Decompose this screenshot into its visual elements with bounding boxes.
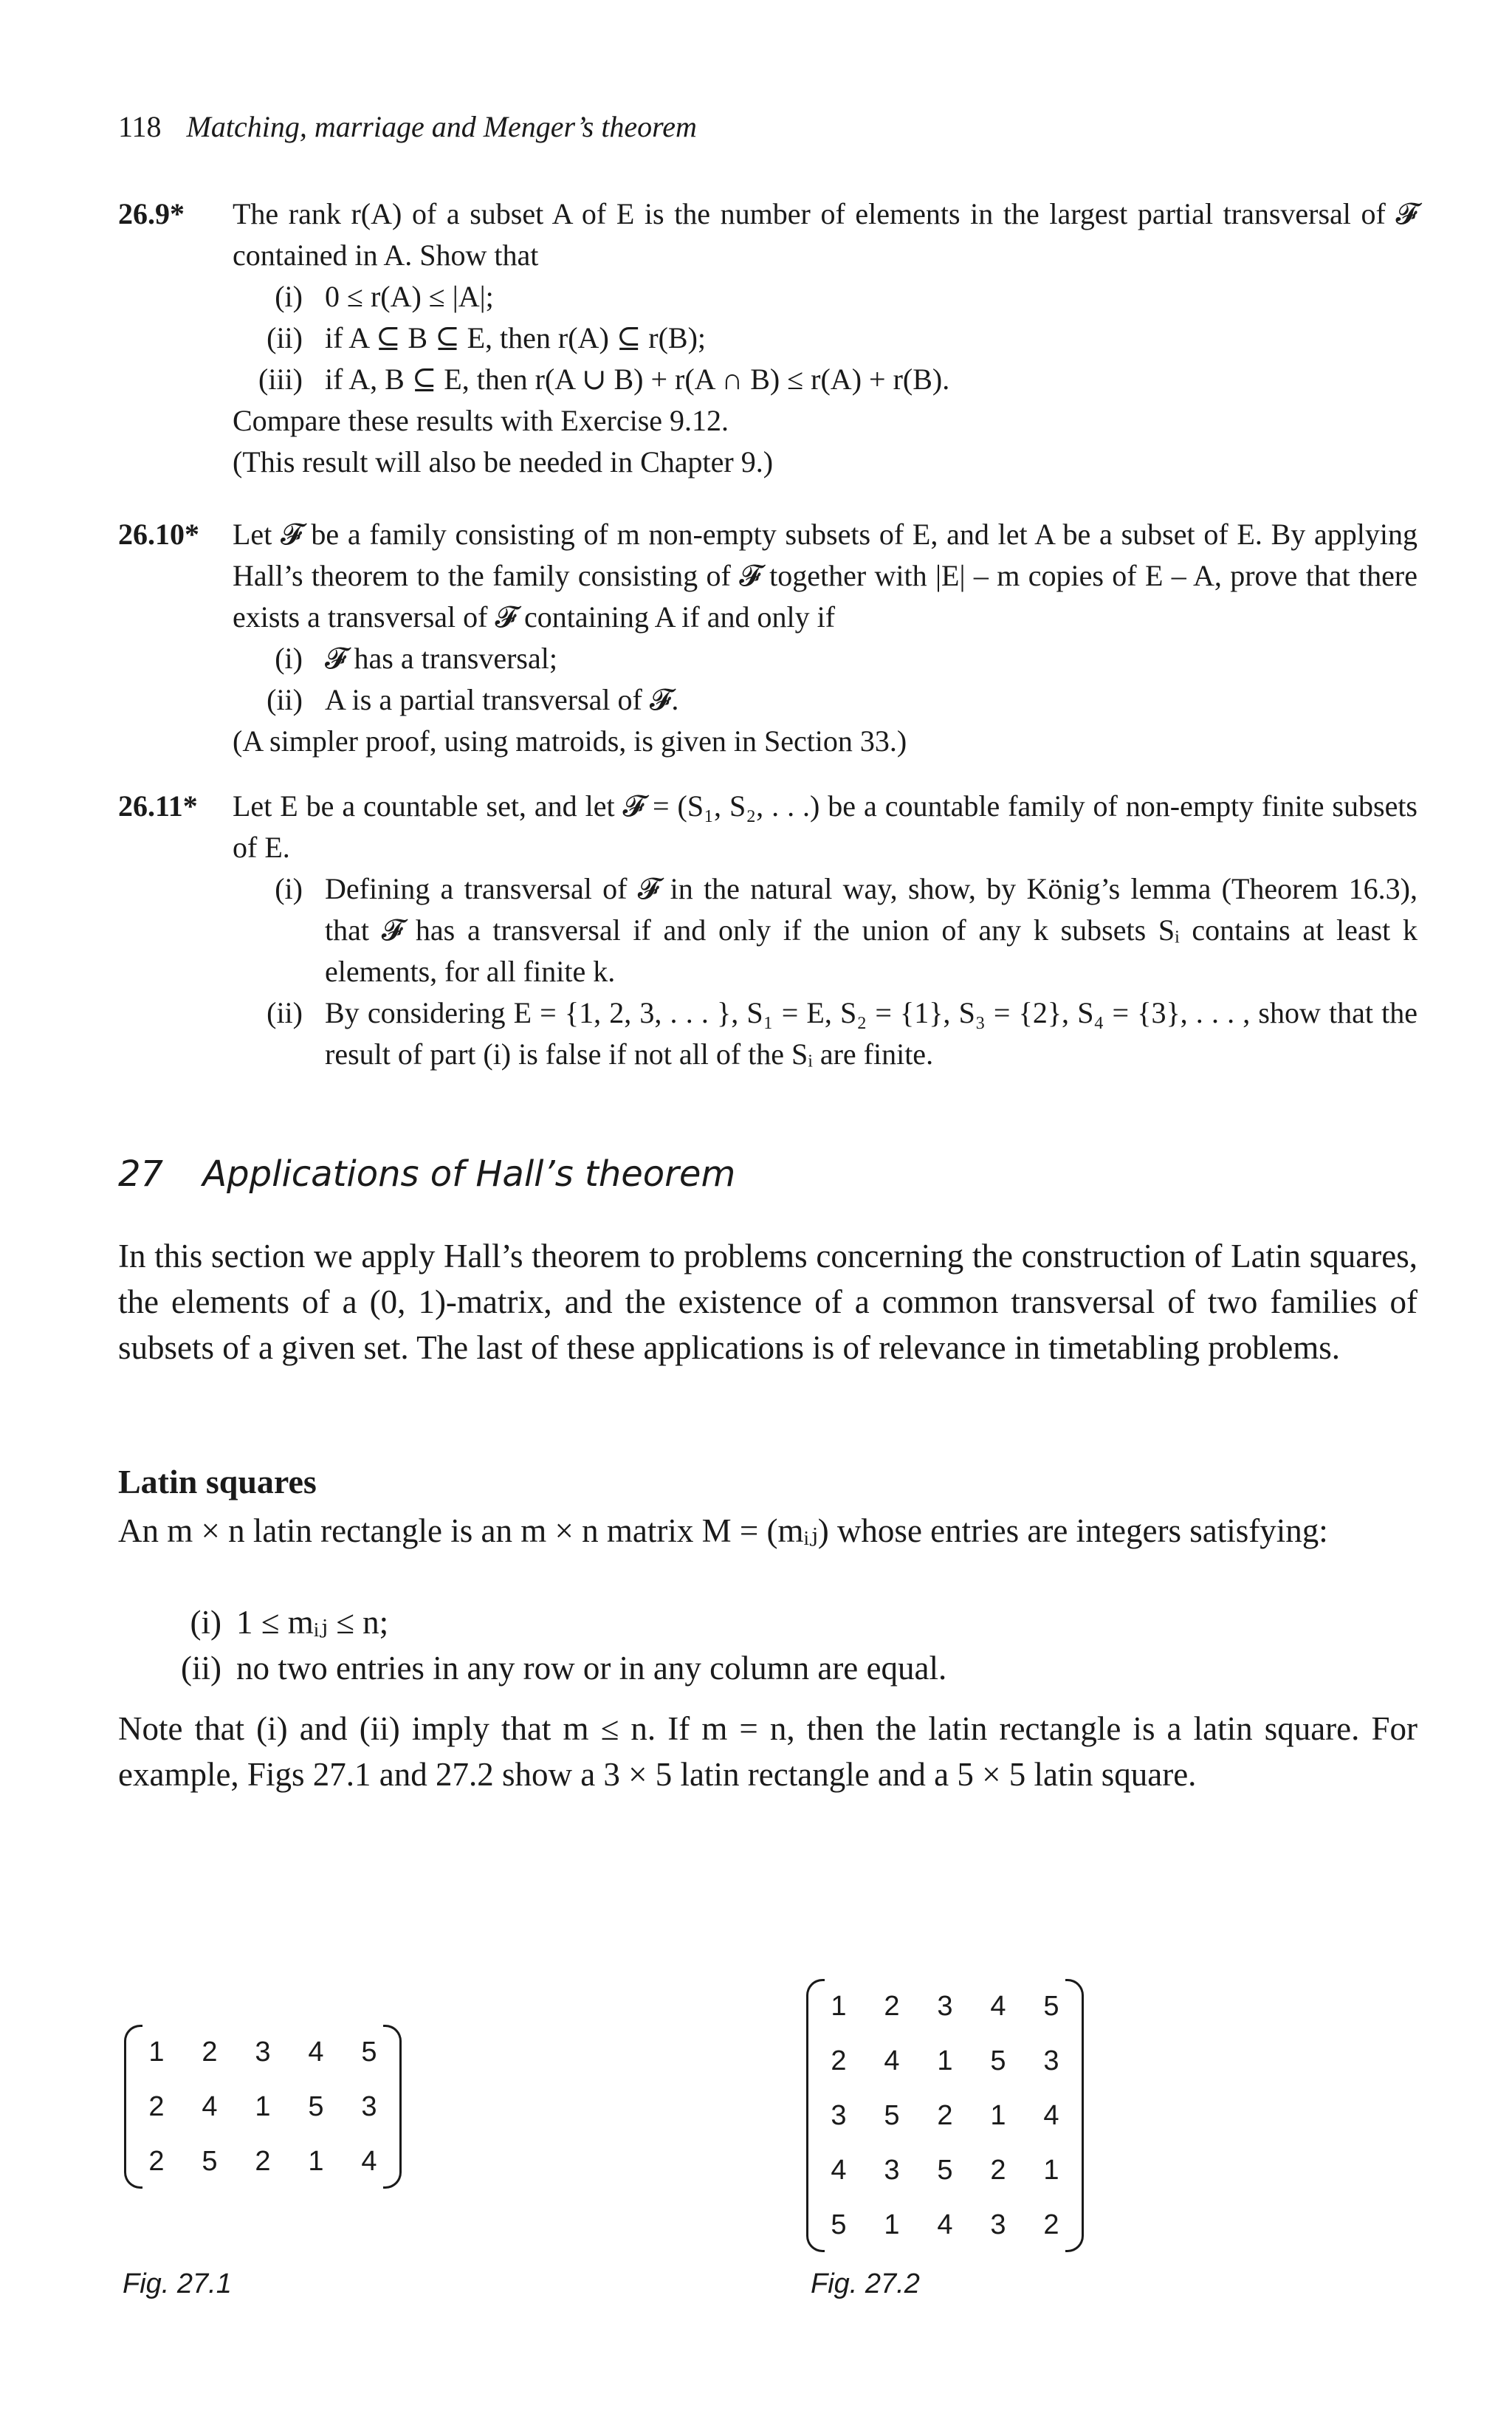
section-heading <box>118 1153 735 1195</box>
matrix-row <box>812 2034 1078 2088</box>
page-number: 118 <box>118 110 162 143</box>
section-title: Applications of Hall’s theorem <box>202 1153 736 1195</box>
matrix-cell: 3 <box>255 2036 271 2068</box>
matrix-cell: 1 <box>255 2090 271 2122</box>
matrix-cell: 1 <box>308 2145 324 2177</box>
exercise-closing: (A simpler proof, using matroids, is given in Section 33.) <box>233 724 907 758</box>
exercise-26-11 <box>118 786 1418 1075</box>
item-label: (i) <box>275 280 303 313</box>
exercise-item <box>233 992 1418 1075</box>
latin-note: Note that (i) and (ii) imply that m ≤ n. If m = n, then the latin rectangle is a latin square. For example, Figs 27.1 and 27.2 show a 3 × 5 latin rectangle and a 5 × 5 latin square. <box>118 1710 1418 1793</box>
figure-caption: Fig. 27.1 <box>123 2268 232 2299</box>
matrix-cell: 5 <box>831 2209 847 2240</box>
item-label: (i) <box>275 872 303 905</box>
matrix-cell: 5 <box>990 2045 1006 2076</box>
exercise-number: 26.11* <box>118 789 198 823</box>
latin-square-matrix <box>812 1979 1078 2252</box>
exercise-closing: Compare these results with Exercise 9.12. <box>233 404 729 437</box>
running-title: Matching, marriage and Menger’s theorem <box>186 110 697 143</box>
exercise-intro: The rank r(A) of a subset A of E is the number of elements in the largest partial transversal of 𝓕 contained in A. Show that <box>233 197 1418 272</box>
matrix-cell: 5 <box>884 2099 900 2131</box>
matrix-table <box>812 1979 1078 2252</box>
matrix-cell: 1 <box>831 1990 847 2022</box>
latin-rectangle-matrix <box>130 2025 396 2189</box>
matrix-cell: 2 <box>1043 2209 1059 2240</box>
matrix-cell: 3 <box>884 2154 900 2186</box>
exercise-item <box>233 679 1418 721</box>
exercise-item <box>233 318 1418 359</box>
item-text: Defining a transversal of 𝓕 in the natural way, show, by König’s lemma (Theorem 16.3), that 𝓕 has a transversal if and only if the union of any k subsets Sᵢ contains at least k elements, for all finite k. <box>325 872 1418 988</box>
exercise-item <box>233 359 1418 400</box>
item-label: (i) <box>275 642 303 675</box>
exercise-26-10 <box>118 514 1418 762</box>
left-bracket <box>124 2025 142 2189</box>
item-text: if A, B ⊆ E, then r(A ∪ B) + r(A ∩ B) ≤ r(A) + r(B). <box>325 363 950 396</box>
matrix-cell: 2 <box>255 2145 271 2177</box>
matrix-table <box>130 2025 396 2189</box>
matrix-row <box>812 2088 1078 2143</box>
exercise-item <box>233 276 1418 318</box>
item-text: no two entries in any row or in any column are equal. <box>236 1650 947 1687</box>
matrix-cell: 3 <box>1043 2045 1059 2076</box>
exercise-intro: Let 𝓕 be a family consisting of m non-empty subsets of E, and let A be a subset of E. By applying Hall’s theorem to the family consisting of 𝓕 together with |E| – m copies of E – A, prove that there exists a transversal of 𝓕 containing A if and only if <box>233 518 1418 634</box>
item-text: A is a partial transversal of 𝓕. <box>325 683 679 716</box>
condition-item <box>162 1599 1418 1645</box>
section-intro: In this section we apply Hall’s theorem to problems concerning the construction of Latin squares, the elements of a (0, 1)-matrix, and the existence of a common transversal of two families of subsets of a given set. The last of these applications is of relevance in timetabling problems. <box>118 1238 1418 1366</box>
matrix-cell: 3 <box>361 2090 377 2122</box>
matrix-row <box>130 2025 396 2079</box>
item-text: 1 ≤ mᵢⱼ ≤ n; <box>236 1604 389 1641</box>
item-text: 𝓕 has a transversal; <box>325 642 557 675</box>
matrix-cell: 2 <box>148 2090 165 2122</box>
left-bracket <box>806 1979 825 2252</box>
matrix-cell: 1 <box>937 2045 953 2076</box>
matrix-cell: 4 <box>202 2090 218 2122</box>
item-text: By considering E = {1, 2, 3, . . . }, S₁ = E, S₂ = {1}, S₃ = {2}, S₄ = {3}, . . . , show that the result of part (i) is false if not all of the Sᵢ are finite. <box>325 996 1418 1071</box>
matrix-cell: 4 <box>361 2145 377 2177</box>
item-label: (ii) <box>267 321 303 354</box>
subsection-heading: Latin squares <box>118 1463 317 1500</box>
exercise-26-9 <box>118 193 1418 483</box>
matrix-cell: 4 <box>884 2045 900 2076</box>
matrix-cell: 4 <box>1043 2099 1059 2131</box>
matrix-cell: 5 <box>937 2154 953 2186</box>
matrix-cell: 5 <box>361 2036 377 2068</box>
matrix-cell: 4 <box>990 1990 1006 2022</box>
item-label: (i) <box>190 1604 221 1641</box>
matrix-cell: 1 <box>990 2099 1006 2131</box>
matrix-row <box>130 2134 396 2189</box>
figure-caption: Fig. 27.2 <box>811 2268 920 2299</box>
exercise-number: 26.9* <box>118 197 185 230</box>
matrix-cell: 3 <box>990 2209 1006 2240</box>
running-head <box>118 109 697 144</box>
matrix-cell: 5 <box>202 2145 218 2177</box>
matrix-cell: 2 <box>202 2036 218 2068</box>
right-bracket <box>383 2025 402 2189</box>
matrix-row <box>130 2079 396 2134</box>
matrix-cell: 3 <box>937 1990 953 2022</box>
item-label: (iii) <box>258 363 303 396</box>
matrix-row <box>812 2143 1078 2198</box>
exercise-item <box>233 638 1418 679</box>
matrix-cell: 2 <box>831 2045 847 2076</box>
matrix-cell: 4 <box>937 2209 953 2240</box>
right-bracket <box>1065 1979 1084 2252</box>
matrix-cell: 1 <box>148 2036 165 2068</box>
matrix-cell: 2 <box>884 1990 900 2022</box>
matrix-row <box>812 2198 1078 2252</box>
condition-item <box>162 1645 1418 1691</box>
exercise-closing: (This result will also be needed in Chapter 9.) <box>233 445 774 478</box>
latin-definition: An m × n latin rectangle is an m × n matrix M = (mᵢⱼ) whose entries are integers satisfying: <box>118 1512 1328 1549</box>
matrix-cell: 4 <box>308 2036 324 2068</box>
section-number: 27 <box>118 1153 164 1195</box>
latin-conditions <box>162 1599 1418 1691</box>
matrix-cell: 2 <box>990 2154 1006 2186</box>
exercise-item <box>233 868 1418 992</box>
matrix-cell: 5 <box>1043 1990 1059 2022</box>
matrix-cell: 3 <box>831 2099 847 2131</box>
matrix-cell: 2 <box>148 2145 165 2177</box>
matrix-cell: 4 <box>831 2154 847 2186</box>
matrix-cell: 5 <box>308 2090 324 2122</box>
matrix-cell: 2 <box>937 2099 953 2131</box>
item-label: (ii) <box>181 1650 221 1687</box>
exercise-number: 26.10* <box>118 518 199 551</box>
item-label: (ii) <box>267 683 303 716</box>
item-text: if A ⊆ B ⊆ E, then r(A) ⊆ r(B); <box>325 321 707 354</box>
matrix-cell: 1 <box>884 2209 900 2240</box>
matrix-row <box>812 1979 1078 2034</box>
item-label: (ii) <box>267 996 303 1029</box>
exercise-intro: Let E be a countable set, and let 𝓕 = (S₁, S₂, . . .) be a countable family of non-empty finite subsets of E. <box>233 789 1418 864</box>
matrix-cell: 1 <box>1043 2154 1059 2186</box>
item-text: 0 ≤ r(A) ≤ |A|; <box>325 280 494 313</box>
